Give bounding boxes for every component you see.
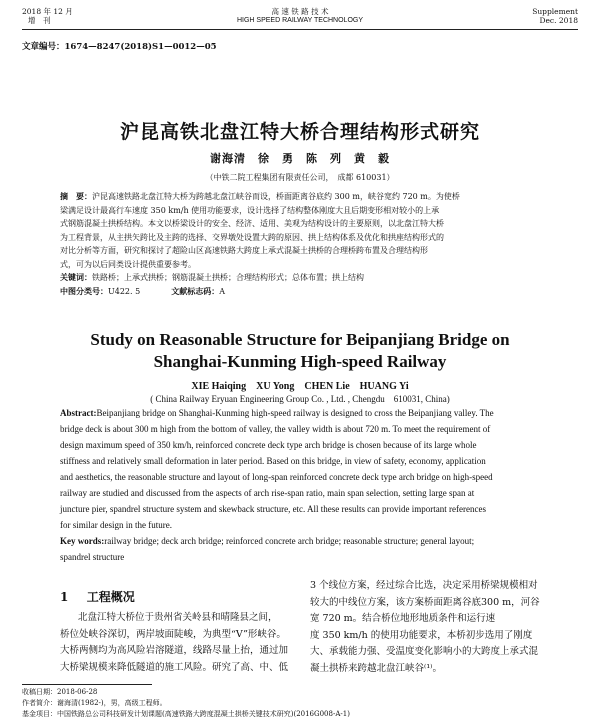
keywords-en-line2: spandrel structure bbox=[60, 552, 125, 562]
body-line: 大桥梁规模来降低隧道的施工风险。研究了高、中、低 bbox=[60, 661, 289, 673]
abstract-en-line: bridge deck is about 300 m high from the bottom of valley, the valley width is about 720 m. To meet the requirement of bbox=[60, 424, 491, 434]
abstract-cn-line: 梁满足设计最高行车速度 350 km/h 使用功能要求，设计选择了结构整体刚度大且后期变形相对较小的上承 bbox=[60, 205, 440, 215]
body-line: 3 个线位方案，经过综合比选，决定采用桥梁规模相对 bbox=[310, 580, 538, 591]
abstract-en-label: Abstract: bbox=[60, 408, 97, 418]
doc-code-value: A bbox=[219, 286, 226, 296]
abstract-en-line: and aesthetics, the reasonable structure and layout of long-span reinforced concrete deck type arch bridge on high-speed bbox=[60, 472, 493, 482]
affiliation-en: ( China Railway Eryuan Engineering Group Co. , Ltd. , Chengdu 610031, China) bbox=[150, 394, 450, 404]
body-line: 北盘江特大桥位于贵州省关岭县和晴隆县之间， bbox=[78, 612, 278, 623]
body-line: 大、承载能力强、受温度变化影响小的大跨度上承式混 bbox=[310, 646, 539, 657]
keywords-en-text: railway bridge; deck arch bridge; reinforced concrete arch bridge; reasonable structure; general layout; bbox=[104, 536, 475, 546]
abstract-cn-line: 式，可为以后同类设计提供重要参考。 bbox=[60, 259, 196, 269]
supplement-label: Supplement bbox=[532, 7, 578, 16]
keywords-cn-label: 关键词： bbox=[60, 272, 92, 282]
section-number: 1 bbox=[60, 590, 69, 604]
clc-label: 中图分类号： bbox=[60, 285, 108, 296]
body-line: 凝土拱桥来跨越北盘江峡谷⁽¹⁾。 bbox=[310, 662, 442, 674]
abstract-en-line: for similar design in the future. bbox=[60, 520, 172, 530]
issue-date: 2018 年 12 月 bbox=[22, 7, 73, 16]
keywords-en-label: Key words: bbox=[60, 536, 105, 546]
abstract-en-line: juncture pier, spandrel structure system and skewback structure, etc. All these results can provide important references bbox=[60, 504, 486, 514]
abstract-cn-line: 为工程背景，从主拱矢跨比及主跨的选择、交界墩处设置大跨的原因、拱上结构体系及优化和拱座结构形式的 bbox=[60, 232, 444, 242]
body-line: 较大的中线位方案，该方案桥面距离谷底300 m，河谷 bbox=[310, 596, 540, 608]
column-left bbox=[60, 610, 296, 676]
abstract-en-text: Beipanjiang bridge on Shanghai-Kunming high-speed railway is designed to cross the Beipanjiang valley. The bbox=[96, 408, 494, 418]
footnote-rule bbox=[22, 684, 152, 685]
section-heading bbox=[60, 588, 135, 605]
column-right bbox=[310, 578, 560, 677]
journal-name-cn: 高 速 铁 路 技 术 bbox=[271, 7, 329, 16]
abstract-en-line: design maximum speed of 350 km/h, reinforced concrete deck type arch bridge is chosen because of its large whole bbox=[60, 440, 477, 450]
classification-cn bbox=[60, 285, 560, 299]
section-title: 工程概况 bbox=[86, 590, 135, 604]
title-cn: 沪昆高铁北盘江特大桥合理结构形式研究 bbox=[119, 121, 480, 143]
abstract-en-line bbox=[60, 405, 560, 421]
header-rule bbox=[22, 29, 578, 30]
keywords-cn bbox=[60, 271, 560, 285]
doc-code-label: 文献标志码： bbox=[171, 285, 220, 296]
abstract-cn-line bbox=[60, 190, 560, 204]
authors-cn: 谢海清 徐 勇 陈 列 黄 毅 bbox=[210, 152, 390, 165]
body-line: 大桥两侧均为高风险岩溶隧道，线路尽量上抬，通过加 bbox=[60, 645, 289, 656]
abstract-cn-line: 对比分析等方面，研究和探讨了超险山区高速铁路大跨度上承式混凝土拱桥的合理桥跨布置及合理结构形 bbox=[60, 246, 428, 255]
title-en-line2: Shanghai-Kunming High-speed Railway bbox=[153, 352, 447, 371]
footnote-fund: 基金项目：中国铁路总公司科技研发计划课题(高速铁路大跨度混凝土拱桥关键技术研究)(2016G008-A-1) bbox=[22, 710, 350, 718]
body-line: 桥位处峡谷深切，两岸坡面陡峻，为典型“V”形峡谷。 bbox=[60, 628, 286, 640]
body-line: 宽 720 m。结合桥位地形地质条件和运行速 bbox=[310, 613, 496, 624]
header-center bbox=[0, 7, 600, 25]
abstract-cn-line: 式钢筋混凝土拱桥结构。本文以桥梁设计的安全、经济、适用、美观为结构设计的主要原则，以北盘江特大桥 bbox=[60, 219, 444, 228]
abstract-cn bbox=[60, 190, 560, 298]
footnotes bbox=[22, 687, 350, 720]
keywords-cn-text: 铁路桥；上承式拱桥；钢筋混凝土拱桥；合理结构形式；总体布置；拱上结构 bbox=[92, 273, 364, 282]
body-line: 度 350 km/h 的使用功能要求，本桥初步选用了刚度 bbox=[310, 629, 533, 641]
footnote-author: 作者简介：谢海清(1982-)，男，高级工程师。 bbox=[22, 699, 167, 707]
footnote-received: 收稿日期：2018-06-28 bbox=[22, 688, 98, 696]
abstract-en-line: stiffness and relatively small deformation in later period. Based on this bridge, in view of safety, economy, application bbox=[60, 456, 486, 466]
issue-type: 增 刊 bbox=[28, 16, 51, 25]
title-en-line1: Study on Reasonable Structure for Beipanjiang Bridge on bbox=[90, 330, 510, 349]
keywords-en bbox=[60, 533, 560, 549]
abstract-cn-label: 摘 要： bbox=[60, 191, 92, 201]
authors-en: XIE Haiqing XU Yong CHEN Lie HUANG Yi bbox=[191, 381, 409, 392]
article-number: 文章编号：1674—8247(2018)S1—0012—05 bbox=[22, 42, 217, 52]
header-right bbox=[532, 7, 578, 25]
affiliation-cn: （中铁二院工程集团有限责任公司， 成都 610031） bbox=[205, 173, 395, 182]
abstract-en bbox=[60, 405, 560, 565]
abstract-cn-text: 沪昆高速铁路北盘江特大桥为跨越北盘江峡谷而设，桥面距离谷底约 300 m，峡谷宽约 720 m。为使桥 bbox=[92, 192, 460, 201]
abstract-en-line: railway are studied and discussed from the aspects of arch rise-span ratio, main span selection, setting large span at bbox=[60, 488, 475, 498]
clc-value: U422. 5 bbox=[108, 286, 141, 296]
issue-month: Dec. 2018 bbox=[539, 16, 578, 25]
journal-name-en: HIGH SPEED RAILWAY TECHNOLOGY bbox=[236, 17, 364, 24]
